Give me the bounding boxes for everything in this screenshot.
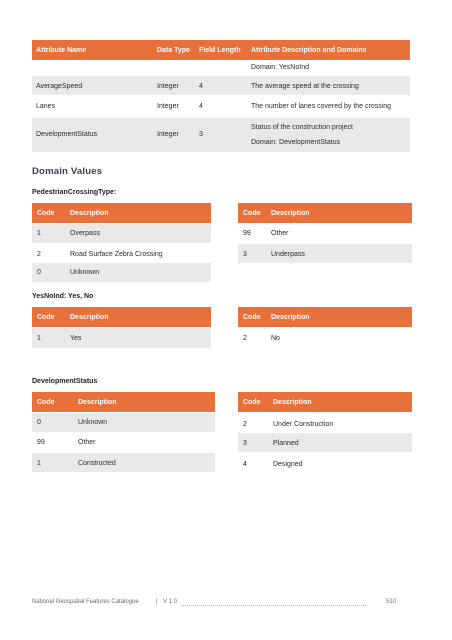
dev-left-code-header: Code bbox=[37, 399, 55, 406]
dev-right-desc-header: Description bbox=[273, 399, 312, 406]
attr-type: Integer bbox=[157, 103, 179, 110]
dev-right-header bbox=[238, 392, 412, 412]
dev-desc: Designed bbox=[273, 461, 303, 468]
table-row bbox=[238, 433, 412, 452]
dev-left-desc-header: Description bbox=[78, 399, 117, 406]
yesno-right-header bbox=[238, 307, 412, 327]
dev-desc: Planned bbox=[273, 440, 299, 447]
yesno-left-header bbox=[32, 307, 211, 327]
attr-length: 4 bbox=[199, 83, 203, 90]
footer-title: National Geospatial Features Catalogue bbox=[32, 599, 139, 605]
ped-right-header bbox=[238, 203, 412, 223]
attr-desc: The number of lanes covered by the crossing bbox=[251, 103, 392, 110]
col-field-length: Field Length bbox=[199, 47, 241, 54]
yesno-code: 2 bbox=[243, 335, 247, 342]
ped-left-header bbox=[32, 203, 211, 223]
attr-length: 3 bbox=[199, 131, 203, 138]
ped-desc: Underpass bbox=[271, 251, 305, 258]
table-row bbox=[32, 263, 211, 282]
attr-type: Integer bbox=[157, 131, 179, 138]
domain-values-heading: Domain Values bbox=[32, 166, 103, 177]
col-attribute-description: Attribute Description and Domains bbox=[251, 47, 367, 54]
yesno-desc: Yes bbox=[70, 335, 82, 342]
yesnoind-title: YesNoInd: Yes, No bbox=[32, 293, 94, 300]
yesno-left-code-header: Code bbox=[37, 314, 55, 321]
attr-desc-domain: Domain: DevelopmentStatus bbox=[251, 139, 341, 146]
ped-code: 1 bbox=[37, 230, 41, 237]
table-row bbox=[32, 413, 215, 432]
ped-code: 0 bbox=[37, 269, 41, 276]
dev-code: 0 bbox=[37, 419, 41, 426]
dev-code: 4 bbox=[243, 461, 247, 468]
yesno-right-desc-header: Description bbox=[271, 314, 310, 321]
yesno-desc: No bbox=[271, 335, 280, 342]
page-number: 510 bbox=[386, 599, 397, 605]
dev-code: 99 bbox=[37, 439, 45, 446]
dev-desc: Constructed bbox=[78, 460, 116, 467]
yesno-left-desc-header: Description bbox=[70, 314, 109, 321]
footer-version: V 1.0 bbox=[163, 599, 178, 605]
dev-right-code-header: Code bbox=[243, 399, 261, 406]
dev-code: 1 bbox=[37, 460, 41, 467]
yesno-right-code-header: Code bbox=[243, 314, 261, 321]
attr-name: AverageSpeed bbox=[36, 83, 83, 90]
dev-desc: Unknown bbox=[78, 419, 108, 426]
table-row bbox=[32, 224, 211, 243]
yesno-code: 1 bbox=[37, 335, 41, 342]
dev-left-header bbox=[32, 392, 215, 412]
ped-left-desc-header: Description bbox=[70, 210, 109, 217]
col-attribute-name: Attribute Name bbox=[36, 47, 87, 54]
attr-desc: Status of the construction project bbox=[251, 124, 353, 131]
development-status-title: DevelopmentStatus bbox=[32, 378, 98, 385]
ped-desc: Unknown bbox=[70, 269, 100, 276]
ped-desc: Other bbox=[271, 230, 289, 237]
ped-desc: Road Surface Zebra Crossing bbox=[70, 251, 163, 258]
attr-name: DevelopmentStatus bbox=[36, 131, 98, 138]
dev-code: 2 bbox=[243, 421, 247, 428]
attr-desc: The average speed at the crossing bbox=[251, 83, 359, 90]
attr-name: Lanes bbox=[36, 103, 56, 110]
attr-type: Integer bbox=[157, 83, 179, 90]
ped-code: 2 bbox=[37, 251, 41, 258]
attr-length: 4 bbox=[199, 103, 203, 110]
ped-code: 3 bbox=[243, 251, 247, 258]
table-row bbox=[238, 244, 412, 263]
top-domain-text: Domain: YesNoInd bbox=[251, 64, 309, 71]
table-row bbox=[32, 328, 211, 348]
ped-left-code-header: Code bbox=[37, 210, 55, 217]
dev-desc: Under Construction bbox=[273, 421, 334, 428]
table-row bbox=[32, 453, 215, 472]
ped-right-desc-header: Description bbox=[271, 210, 310, 217]
dev-desc: Other bbox=[78, 439, 96, 446]
ped-desc: Overpass bbox=[70, 230, 100, 237]
footer-separator: | bbox=[156, 599, 158, 605]
footer-dot-leader bbox=[181, 605, 366, 606]
col-data-type: Data Type bbox=[157, 47, 190, 54]
dev-code: 3 bbox=[243, 440, 247, 447]
ped-right-code-header: Code bbox=[243, 210, 261, 217]
pedestrian-crossing-type-title: PedestrianCrossingType: bbox=[32, 189, 117, 196]
ped-code: 99 bbox=[243, 230, 251, 237]
